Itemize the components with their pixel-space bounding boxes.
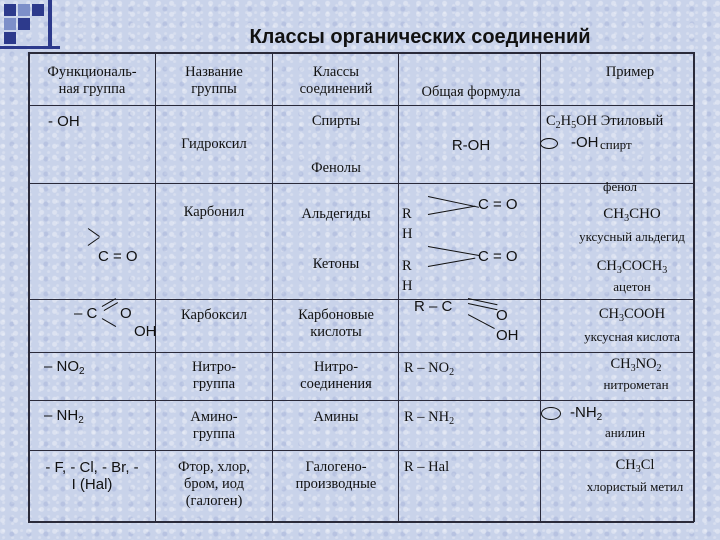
ethanol-name-line2: спирт: [600, 137, 632, 152]
nitro-group: – $NO_2$: [44, 358, 85, 377]
ketone-r: R: [402, 258, 412, 274]
header-functional-group: Функциональ- ная группа: [47, 64, 137, 97]
header-compound-classes: Классы соединений: [299, 64, 373, 97]
amino-name: Амино- группа: [190, 409, 238, 442]
amino-group: – $NH_2$: [44, 407, 84, 426]
decor-square-5: [18, 18, 30, 30]
nitro-class: Нитро- соединения: [300, 359, 372, 392]
phenol-group: -OH: [571, 134, 599, 151]
header-example: Пример: [605, 64, 655, 80]
carboxyl-formula-rc: R – C: [414, 298, 453, 315]
carbonyl-name: Карбонил: [183, 204, 245, 220]
carboxyl-class: Карбоновые кислоты: [298, 307, 374, 340]
row-divider-carbonyl: [28, 299, 694, 300]
ketone-h: H: [402, 278, 413, 294]
nitro-name: Нитро- группа: [191, 359, 237, 392]
phenol-name: фенол: [603, 179, 637, 194]
halogen-class: Галогено- производные: [295, 459, 377, 492]
carboxyl-example: $CH_3COOH$: [598, 306, 666, 324]
header-group-name: Название группы: [185, 64, 243, 97]
aldehyde-r: R: [402, 206, 412, 222]
halogen-name: Фтор, хлор, бром, иод (галоген): [178, 459, 250, 509]
aniline-benzene-ring-icon: [541, 407, 561, 420]
aniline-name: анилин: [604, 425, 646, 440]
nitro-formula: R – $NO_2$: [404, 360, 455, 378]
oh-name: Гидроксил: [181, 136, 247, 152]
aldehyde-class: Альдегиды: [301, 206, 371, 222]
aldehyde-example-name: уксусный альдегид: [579, 229, 685, 244]
halogen-formula: R – Hal: [404, 459, 450, 475]
phenol-benzene-ring-icon: [540, 138, 558, 149]
col-divider-1: [155, 52, 156, 522]
decor-square-2: [18, 4, 30, 16]
carbonyl-group: C = O: [98, 248, 138, 265]
carboxyl-name: Карбоксил: [181, 307, 247, 323]
nitro-example-name: нитрометан: [603, 377, 669, 392]
nitro-example: $CH_3NO_2$: [610, 356, 662, 374]
slide-title: Классы органических соединений: [249, 26, 591, 48]
row-divider-amino: [28, 450, 694, 451]
carboxyl-formula-o: O: [496, 307, 508, 324]
oh-formula: R-OH: [451, 137, 491, 154]
ethanol-formula: $C_2H_5OH$: [546, 113, 598, 131]
table-border-bottom: [28, 521, 694, 523]
table-border-left: [28, 52, 30, 522]
oh-class-alcohol: Спирты: [311, 113, 361, 129]
oh-class-phenol: Фенолы: [311, 160, 361, 176]
row-divider-carboxyl: [28, 352, 694, 353]
decor-square-3: [32, 4, 44, 16]
aniline-group: $-NH_2$: [570, 404, 603, 423]
table-border-top: [28, 52, 694, 54]
halogen-group: - F, - Cl, - Br, - I (Hal): [45, 459, 139, 493]
ketone-class: Кетоны: [312, 256, 360, 272]
halogen-example: $CH_3Cl$: [615, 457, 655, 475]
carboxyl-formula-oh: OH: [496, 327, 519, 344]
carboxyl-example-name: уксусная кислота: [584, 329, 680, 344]
oh-example-alcohol: [546, 113, 718, 130]
decor-square-6: [4, 32, 16, 44]
row-divider-nitro: [28, 400, 694, 401]
amino-class: Амины: [313, 409, 359, 425]
carboxyl-group-o: O: [120, 305, 132, 322]
aldehyde-example: $CH_3CHO$: [603, 206, 661, 224]
oh-group: - OH: [48, 113, 80, 130]
carboxyl-group-oh: OH: [134, 323, 157, 340]
amino-formula: R – $NH_2$: [404, 409, 455, 427]
header-general-formula: Общая формула: [421, 84, 521, 100]
col-divider-4: [540, 52, 541, 522]
decor-bar-horizontal: [0, 46, 60, 49]
aldehyde-h: H: [402, 226, 413, 242]
halogen-example-name: хлористый метил: [586, 479, 684, 494]
row-divider-header: [28, 105, 694, 106]
ketone-example-name: ацетон: [613, 279, 651, 294]
ketone-co: C = O: [478, 248, 518, 265]
carboxyl-group-c: – C: [74, 305, 98, 322]
aldehyde-co: C = O: [478, 196, 518, 213]
ketone-example: $CH_3COCH_3$: [596, 258, 668, 276]
decor-bar-vertical: [48, 0, 52, 46]
decor-square-1: [4, 4, 16, 16]
ethanol-name: Этиловый: [600, 113, 664, 129]
decor-square-4: [4, 18, 16, 30]
